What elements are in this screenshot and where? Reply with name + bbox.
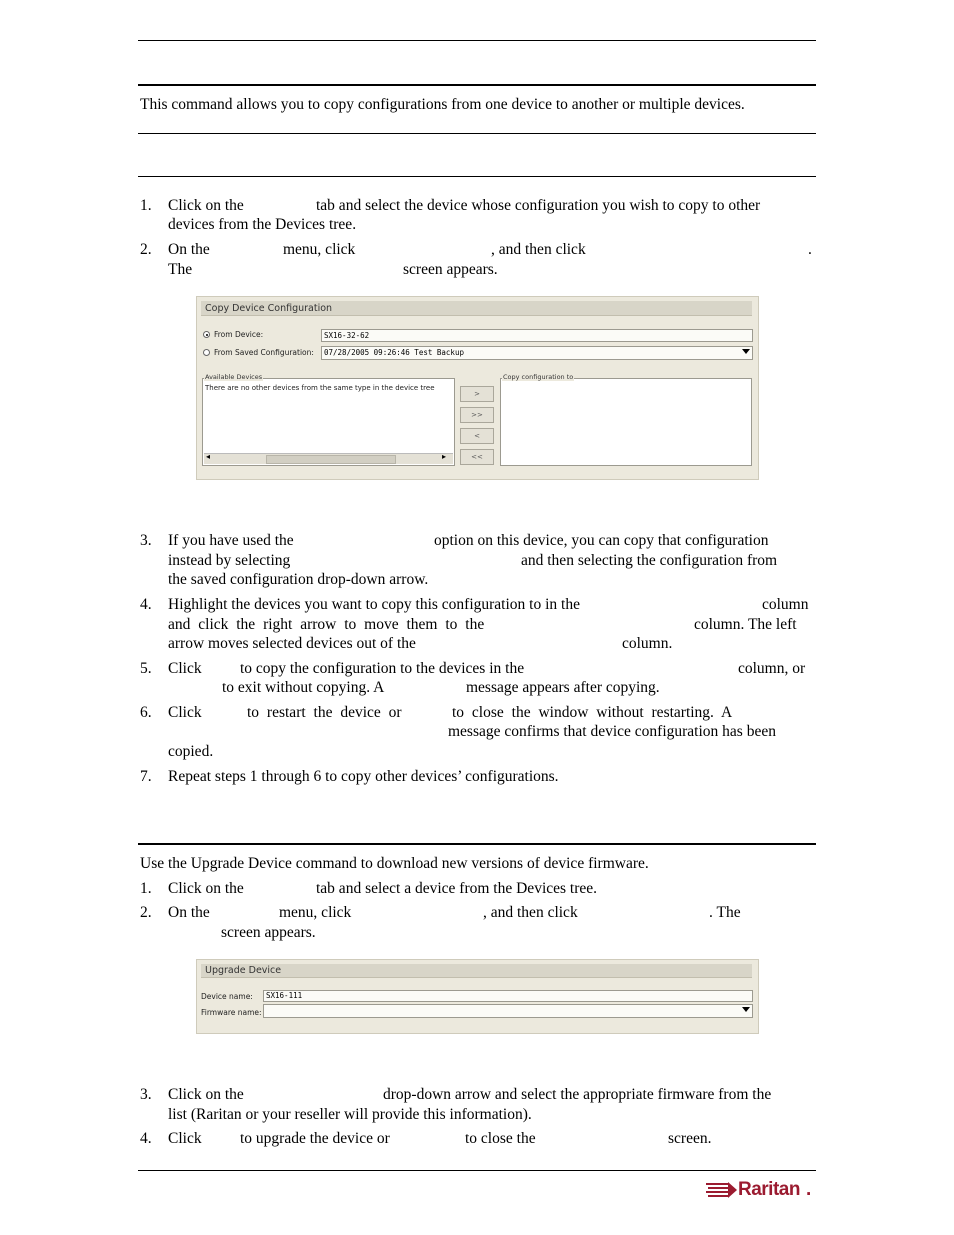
step-number: 1. — [140, 197, 152, 214]
dialog-title: Copy Device Configuration — [201, 301, 752, 316]
step-text: , and then click — [483, 904, 578, 921]
section-rule-copy-top — [138, 84, 816, 86]
available-devices-group-label: Available Devices — [205, 373, 263, 381]
step-text: list (Raritan or your reseller will provide this information). — [168, 1106, 532, 1123]
device-name-label: Device name: — [201, 992, 253, 1001]
step-text: screen. — [668, 1130, 712, 1147]
step-text: column. — [622, 635, 673, 652]
scrollbar-thumb[interactable] — [266, 455, 396, 464]
step-text: . The — [709, 904, 741, 921]
step-number: 3. — [140, 1086, 152, 1103]
raritan-logo — [706, 1180, 812, 1202]
available-devices-list[interactable] — [202, 378, 455, 466]
step-text: , and then click — [491, 241, 586, 258]
firmware-name-select[interactable] — [263, 1004, 753, 1018]
section-rule — [138, 133, 816, 134]
step-number: 2. — [140, 241, 152, 258]
from-saved-configuration-label: From Saved Configuration: — [214, 348, 314, 357]
available-devices-message: There are no other devices from the same type in the device tree — [205, 384, 435, 392]
copy-configuration-to-list[interactable] — [500, 378, 752, 466]
step-text: menu, click — [279, 904, 352, 921]
from-device-radio[interactable] — [203, 331, 210, 338]
step-text: Click — [168, 660, 202, 677]
section-rule — [138, 176, 816, 177]
dialog-title: Upgrade Device — [201, 964, 752, 978]
step-text: instead by selecting — [168, 552, 291, 569]
step-text: and then selecting the configuration from — [521, 552, 778, 569]
step-text: to exit without copying. A — [222, 679, 385, 696]
copy-configuration-to-group-label: Copy configuration to — [503, 373, 574, 381]
step-text: If you have used the — [168, 532, 294, 549]
step-text: Click on the — [168, 1086, 244, 1103]
saved-configuration-value: 07/28/2005 09:26:46 Test Backup — [324, 348, 464, 357]
saved-configuration-select[interactable] — [321, 346, 753, 360]
move-left-button[interactable]: < — [460, 428, 494, 444]
step-text: column, or — [738, 660, 806, 677]
step-text: On the — [168, 904, 210, 921]
step-text: column. The left — [694, 616, 797, 633]
step-text: and click the right arrow to move them to the — [168, 616, 485, 633]
chevron-down-icon[interactable] — [742, 1007, 750, 1012]
step-text: devices from the Devices tree. — [168, 216, 357, 233]
step-text: Repeat steps 1 through 6 to copy other devices’ configurations. — [168, 768, 559, 785]
step-text: . — [808, 241, 812, 258]
chevron-down-icon[interactable] — [742, 349, 750, 354]
step-text: Click on the — [168, 880, 244, 897]
step-number: 4. — [140, 1130, 152, 1147]
step-text: to copy the configuration to the devices in the — [240, 660, 525, 677]
step-text: screen appears. — [221, 924, 316, 941]
raritan-emblem-icon — [706, 1180, 738, 1202]
scroll-right-icon[interactable]: ▸ — [442, 452, 447, 461]
move-all-left-button[interactable]: << — [460, 449, 494, 465]
step-number: 4. — [140, 596, 152, 613]
step-number: 1. — [140, 880, 152, 897]
step-text: column — [762, 596, 809, 613]
upgrade-intro: Use the Upgrade Device command to download new versions of device firmware. — [140, 855, 649, 872]
header-rule — [138, 40, 816, 41]
section-rule-upgrade-top — [138, 843, 816, 845]
move-all-right-button[interactable]: >> — [460, 407, 494, 423]
step-text: Click — [168, 704, 202, 721]
step-text: menu, click — [283, 241, 356, 258]
device-name-field: SX16-111 — [263, 990, 753, 1002]
step-text: Highlight the devices you want to copy this configuration to in the — [168, 596, 580, 613]
step-text: to upgrade the device or — [240, 1130, 390, 1147]
step-text: tab and select a device from the Devices tree. — [316, 880, 598, 897]
step-text: Click — [168, 1130, 202, 1147]
step-number: 2. — [140, 904, 152, 921]
step-text: On the — [168, 241, 210, 258]
move-right-button[interactable]: > — [460, 386, 494, 402]
from-saved-configuration-radio[interactable] — [203, 349, 210, 356]
step-text: drop-down arrow and select the appropriate firmware from the — [383, 1086, 772, 1103]
step-number: 7. — [140, 768, 152, 785]
step-text: to close the — [465, 1130, 536, 1147]
upgrade-device-dialog — [196, 959, 759, 1034]
step-number: 5. — [140, 660, 152, 677]
step-text: to restart the device or — [247, 704, 402, 721]
footer-rule — [138, 1170, 816, 1171]
copy-device-configuration-dialog — [196, 296, 759, 480]
step-text: message appears after copying. — [466, 679, 660, 696]
step-text: Click on the — [168, 197, 244, 214]
firmware-name-label: Firmware name: — [201, 1008, 262, 1017]
step-text: to close the window without restarting. A — [452, 704, 733, 721]
step-text: tab and select the device whose configuration you wish to copy to other — [316, 197, 761, 214]
horizontal-scrollbar[interactable] — [204, 453, 453, 464]
step-text: The — [168, 261, 193, 278]
step-number: 3. — [140, 532, 152, 549]
step-number: 6. — [140, 704, 152, 721]
from-device-label: From Device: — [214, 330, 264, 339]
step-text: copied. — [168, 743, 214, 760]
from-device-field: SX16-32-62 — [321, 329, 753, 342]
copy-intro: This command allows you to copy configurations from one device to another or multiple devices. — [140, 96, 745, 113]
step-text: arrow moves selected devices out of the — [168, 635, 416, 652]
step-text: message confirms that device configuration has been — [448, 723, 776, 740]
step-text: the saved configuration drop-down arrow. — [168, 571, 429, 588]
scroll-left-icon[interactable]: ◂ — [206, 452, 211, 461]
raritan-logo-text: Raritan — [738, 1179, 800, 1200]
step-text: screen appears. — [403, 261, 498, 278]
raritan-logo-dot: . — [806, 1179, 812, 1200]
step-text: option on this device, you can copy that configuration — [434, 532, 769, 549]
